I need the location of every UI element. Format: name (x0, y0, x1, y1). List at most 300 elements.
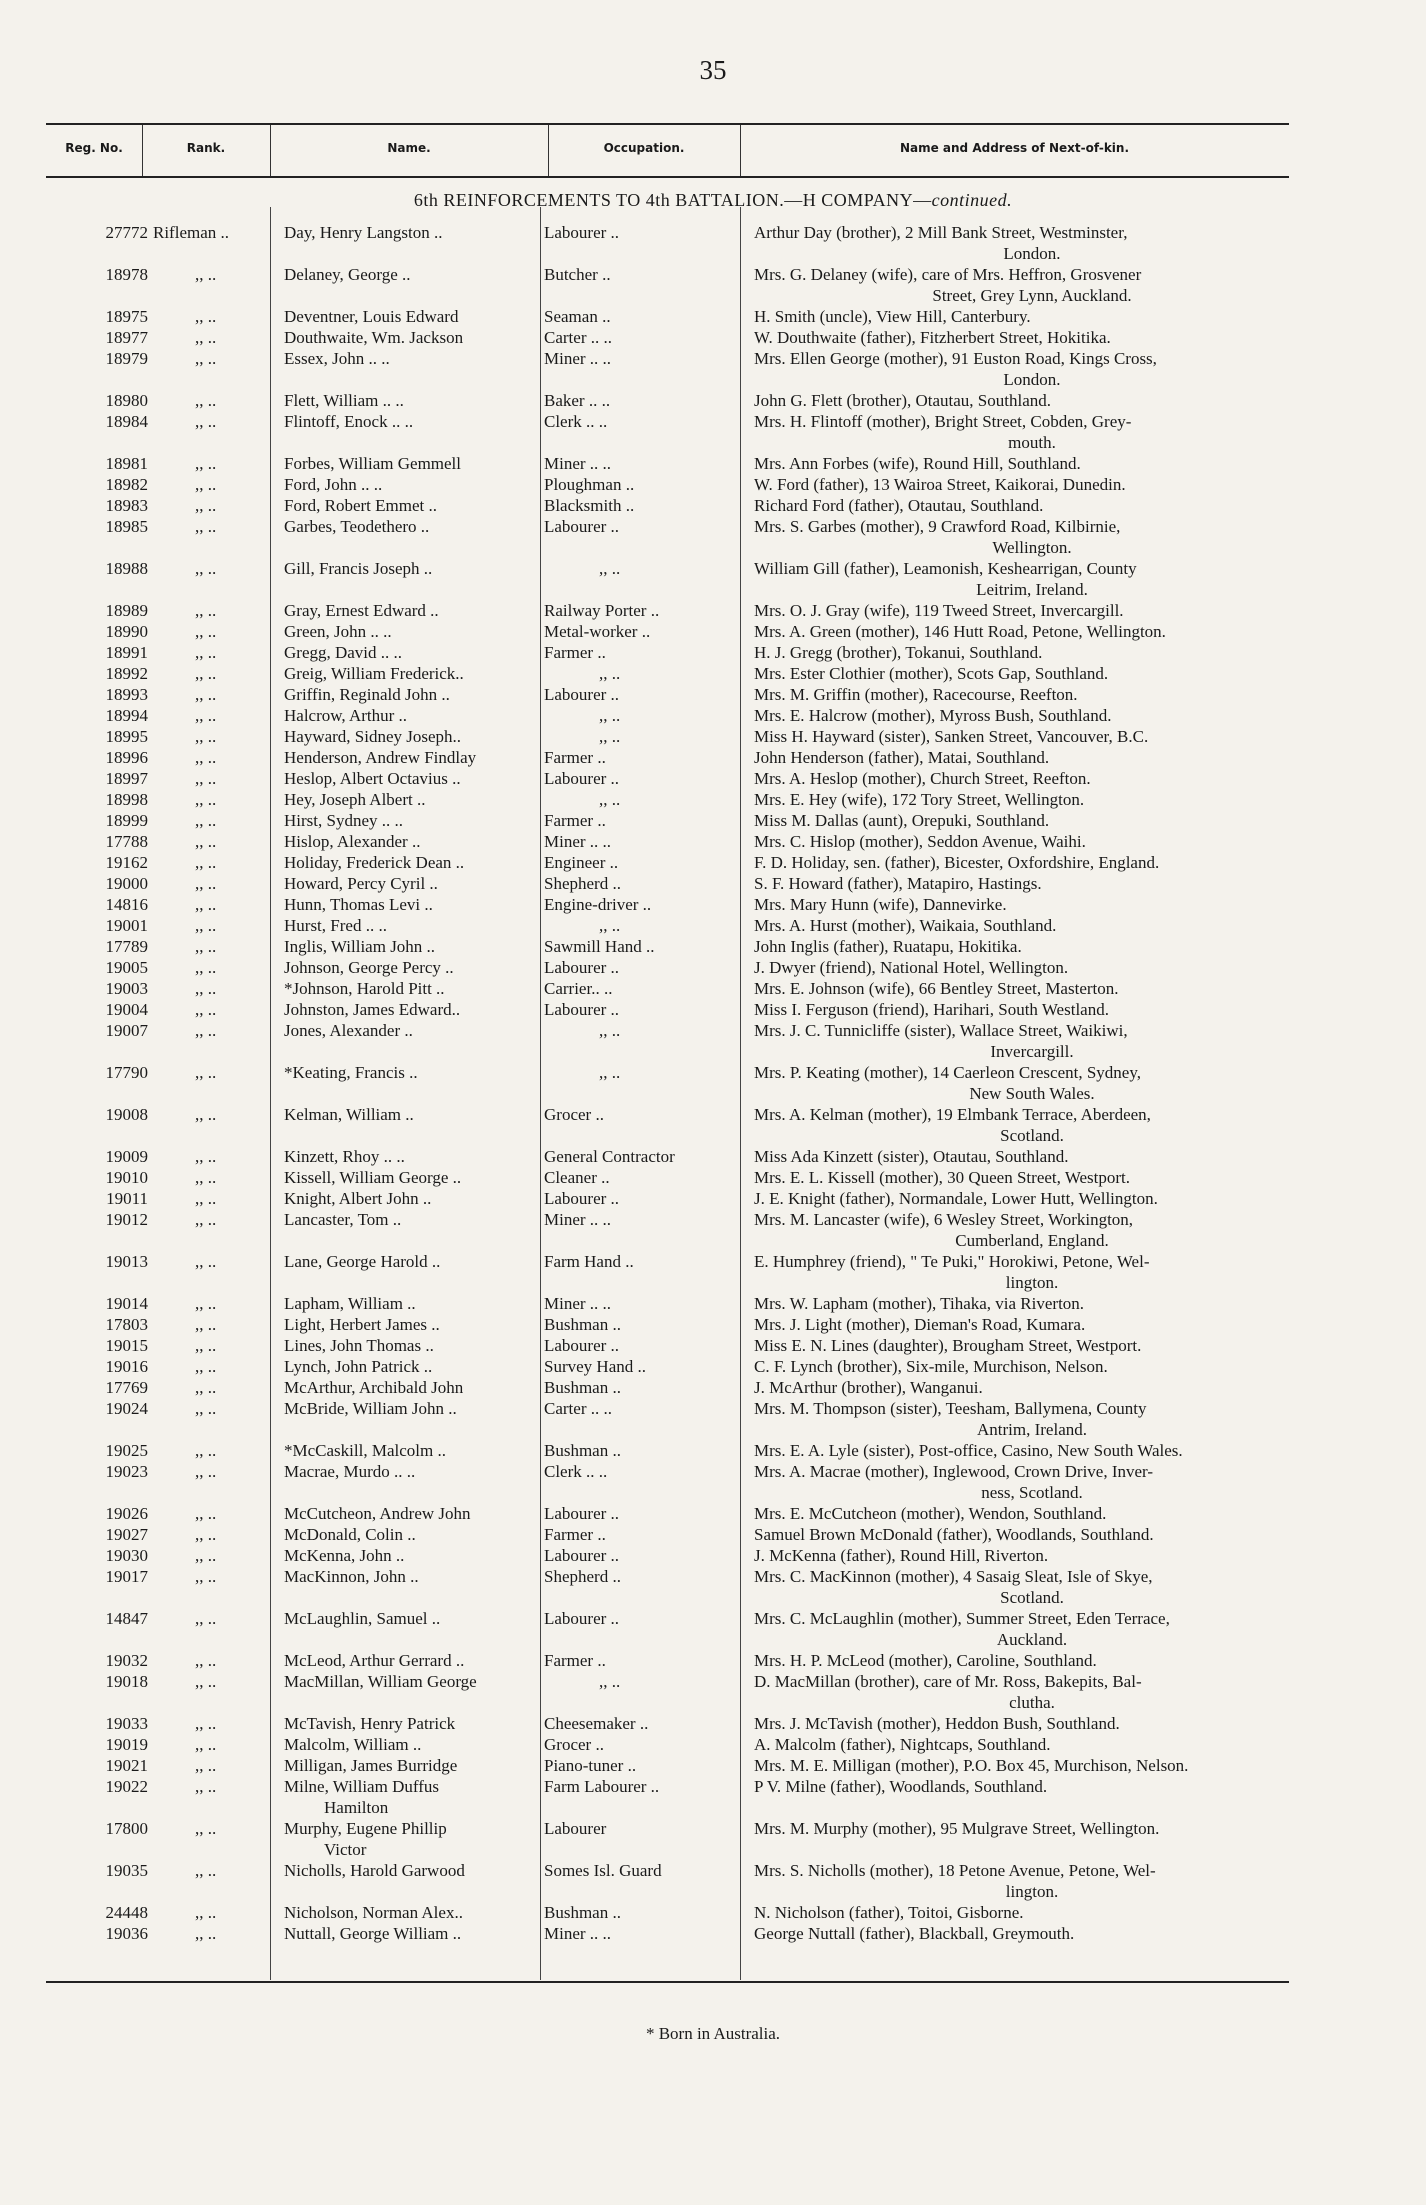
occupation-cell: Labourer .. (544, 958, 620, 977)
name-cell (284, 1608, 534, 1629)
occupation-cell: Farmer .. (544, 643, 606, 662)
next-of-kin-text-continued: ness, Scotland. (981, 1483, 1083, 1502)
occupation-cell: Farm Hand .. (544, 1252, 634, 1271)
reg-no-cell: 18991 (105, 643, 148, 662)
next-of-kin-cell (754, 852, 1310, 873)
next-of-kin-cell (754, 558, 1310, 600)
next-of-kin-text: C. F. Lynch (brother), Six-mile, Murchison, Nelson. (754, 1357, 1108, 1376)
next-of-kin-cell (754, 1503, 1310, 1524)
name-text: McLeod, Arthur Gerrard .. (284, 1651, 465, 1670)
rank-cell: ,, .. (195, 916, 217, 935)
reg-no-cell: 18977 (105, 328, 148, 347)
rank-cell: ,, .. (195, 1000, 217, 1019)
next-of-kin-text: Mrs. A. Hurst (mother), Waikaia, Southland. (754, 916, 1057, 935)
reg-no-cell: 19015 (105, 1336, 148, 1355)
next-of-kin-text: Mrs. J. Light (mother), Dieman's Road, Kumara. (754, 1315, 1086, 1334)
reg-no-cell: 19009 (105, 1147, 148, 1166)
rank-cell: ,, .. (195, 1378, 217, 1397)
rank-cell: ,, .. (195, 1567, 217, 1586)
reg-no-cell: 18990 (105, 622, 148, 641)
rank-cell: ,, .. (195, 979, 217, 998)
rank-cell: ,, .. (195, 1105, 217, 1124)
reg-no-cell: 19023 (105, 1462, 148, 1481)
rank-cell: ,, .. (195, 664, 217, 683)
occupation-cell: Cleaner .. (544, 1168, 610, 1187)
reg-no-cell: 17800 (105, 1819, 148, 1838)
next-of-kin-cell (754, 1209, 1310, 1251)
name-text: Day, Henry Langston .. (284, 223, 443, 242)
name-cell (284, 852, 534, 873)
reg-no-cell: 19030 (105, 1546, 148, 1565)
occupation-cell: Bushman .. (544, 1378, 621, 1397)
next-of-kin-text: Mrs. Ann Forbes (wife), Round Hill, Southland. (754, 454, 1081, 473)
next-of-kin-text: H. Smith (uncle), View Hill, Canterbury. (754, 307, 1031, 326)
name-cell (284, 1818, 534, 1860)
next-of-kin-cell (754, 1377, 1310, 1398)
next-of-kin-cell (754, 1335, 1310, 1356)
occupation-cell: Miner .. .. (544, 454, 612, 473)
next-of-kin-cell (754, 264, 1310, 306)
next-of-kin-text: Mrs. C. Hislop (mother), Seddon Avenue, Waihi. (754, 832, 1086, 851)
next-of-kin-text: J. McArthur (brother), Wanganui. (754, 1378, 983, 1397)
reg-no-cell: 19010 (105, 1168, 148, 1187)
name-text: Johnston, James Edward.. (284, 1000, 461, 1019)
rank-cell: ,, .. (195, 559, 217, 578)
name-cell (284, 831, 534, 852)
next-of-kin-text: Mrs. E. Hey (wife), 172 Tory Street, Wellington. (754, 790, 1085, 809)
next-of-kin-text: J. Dwyer (friend), National Hotel, Wellington. (754, 958, 1069, 977)
next-of-kin-text: Mrs. G. Delaney (wife), care of Mrs. Heffron, Grosvener (754, 265, 1142, 284)
next-of-kin-text: John Inglis (father), Ruatapu, Hokitika. (754, 937, 1022, 956)
column-divider (540, 207, 541, 1980)
next-of-kin-cell (754, 873, 1310, 894)
name-text: Forbes, William Gemmell (284, 454, 462, 473)
reg-no-cell: 18989 (105, 601, 148, 620)
next-of-kin-text-continued: mouth. (1008, 433, 1056, 452)
name-cell (284, 768, 534, 789)
next-of-kin-cell (754, 1293, 1310, 1314)
occupation-cell: Carter .. .. (544, 1399, 612, 1418)
next-of-kin-text: Miss E. N. Lines (daughter), Brougham Street, Westport. (754, 1336, 1142, 1355)
name-cell (284, 1860, 534, 1881)
next-of-kin-text: John Henderson (father), Matai, Southland. (754, 748, 1050, 767)
next-of-kin-text: F. D. Holiday, sen. (father), Bicester, Oxfordshire, England. (754, 853, 1160, 872)
next-of-kin-cell (754, 978, 1310, 999)
name-cell (284, 453, 534, 474)
name-text: Hirst, Sydney .. .. (284, 811, 403, 830)
rank-cell: ,, .. (195, 1210, 217, 1229)
rank-cell: ,, .. (195, 1294, 217, 1313)
next-of-kin-text-continued: Cumberland, England. (955, 1231, 1109, 1250)
rank-cell: ,, .. (195, 1504, 217, 1523)
header-reg-no: Reg. No. (65, 141, 123, 155)
occupation-cell: Labourer .. (544, 1000, 620, 1019)
name-text: Kinzett, Rhoy .. .. (284, 1147, 405, 1166)
reg-no-cell: 19003 (105, 979, 148, 998)
rank-cell: ,, .. (195, 391, 217, 410)
next-of-kin-cell (754, 684, 1310, 705)
name-cell (284, 1503, 534, 1524)
name-text: Gray, Ernest Edward .. (284, 601, 439, 620)
reg-no-cell: 19017 (105, 1567, 148, 1586)
header-next-of-kin: Name and Address of Next-of-kin. (899, 141, 1130, 155)
next-of-kin-cell (754, 1734, 1310, 1755)
next-of-kin-text: P V. Milne (father), Woodlands, Southland. (754, 1777, 1048, 1796)
occupation-cell: Labourer .. (544, 1546, 620, 1565)
occupation-cell: Miner .. .. (544, 1294, 612, 1313)
name-text: Holiday, Frederick Dean .. (284, 853, 465, 872)
reg-no-cell: 19018 (105, 1672, 148, 1691)
next-of-kin-text: Miss H. Hayward (sister), Sanken Street, Vancouver, B.C. (754, 727, 1149, 746)
occupation-cell: Engineer .. (544, 853, 619, 872)
occupation-cell: ,, .. (599, 559, 621, 578)
next-of-kin-cell (754, 1104, 1310, 1146)
bottom-rule (46, 1981, 1289, 1983)
occupation-cell: ,, .. (599, 1021, 621, 1040)
occupation-cell: Piano-tuner .. (544, 1756, 637, 1775)
reg-no-cell: 19032 (105, 1651, 148, 1670)
next-of-kin-cell (754, 1713, 1310, 1734)
reg-no-cell: 19021 (105, 1756, 148, 1775)
rank-cell: ,, .. (195, 1399, 217, 1418)
name-text: Hunn, Thomas Levi .. (284, 895, 433, 914)
next-of-kin-cell (754, 1461, 1310, 1503)
occupation-cell: Labourer .. (544, 223, 620, 242)
next-of-kin-text: Mrs. H. Flintoff (mother), Bright Street, Cobden, Grey- (754, 412, 1132, 431)
name-cell (284, 1440, 534, 1461)
reg-no-cell: 19162 (105, 853, 148, 872)
occupation-cell: Labourer .. (544, 769, 620, 788)
next-of-kin-text: Mrs. E. McCutcheon (mother), Wendon, Southland. (754, 1504, 1107, 1523)
reg-no-cell: 17788 (105, 832, 148, 851)
name-text: Henderson, Andrew Findlay (284, 748, 477, 767)
next-of-kin-cell (754, 1146, 1310, 1167)
name-text: Knight, Albert John .. (284, 1189, 432, 1208)
next-of-kin-text: Mrs. M. Thompson (sister), Teesham, Ballymena, County (754, 1399, 1147, 1418)
name-cell (284, 327, 534, 348)
rank-cell: ,, .. (195, 1063, 217, 1082)
next-of-kin-text-continued: London. (1003, 244, 1061, 263)
name-text: Griffin, Reginald John .. (284, 685, 450, 704)
rank-cell: ,, .. (195, 265, 217, 284)
name-cell (284, 348, 534, 369)
reg-no-cell: 18994 (105, 706, 148, 725)
next-of-kin-cell (754, 1440, 1310, 1461)
rank-cell: ,, .. (195, 769, 217, 788)
next-of-kin-text: Mrs. J. C. Tunnicliffe (sister), Wallace Street, Waikiwi, (754, 1021, 1128, 1040)
occupation-cell: Shepherd .. (544, 1567, 621, 1586)
name-cell (284, 516, 534, 537)
next-of-kin-cell (754, 600, 1310, 621)
occupation-cell: Carrier.. .. (544, 979, 613, 998)
next-of-kin-text: Mrs. E. L. Kissell (mother), 30 Queen Street, Westport. (754, 1168, 1131, 1187)
name-text-continued: Victor (324, 1840, 367, 1859)
next-of-kin-text-continued: lington. (1005, 1882, 1059, 1901)
next-of-kin-text: W. Ford (father), 13 Wairoa Street, Kaikorai, Dunedin. (754, 475, 1126, 494)
reg-no-cell: 14847 (105, 1609, 148, 1628)
occupation-cell: Sawmill Hand .. (544, 937, 655, 956)
name-text: Lapham, William .. (284, 1294, 416, 1313)
next-of-kin-text: Mrs. M. E. Milligan (mother), P.O. Box 45, Murchison, Nelson. (754, 1756, 1189, 1775)
name-text: Milligan, James Burridge (284, 1756, 458, 1775)
rank-cell: ,, .. (195, 622, 217, 641)
next-of-kin-text-continued: clutha. (1009, 1693, 1055, 1712)
occupation-cell: Farmer .. (544, 1651, 606, 1670)
next-of-kin-text: Mrs. C. MacKinnon (mother), 4 Sasaig Sleat, Isle of Skye, (754, 1567, 1153, 1586)
name-cell (284, 1776, 534, 1818)
reg-no-cell: 18998 (105, 790, 148, 809)
next-of-kin-text: Mrs. S. Garbes (mother), 9 Crawford Road, Kilbirnie, (754, 517, 1121, 536)
name-cell (284, 1167, 534, 1188)
occupation-cell: ,, .. (599, 1672, 621, 1691)
next-of-kin-text: Mrs. J. McTavish (mother), Heddon Bush, Southland. (754, 1714, 1120, 1733)
rank-cell: ,, .. (195, 1819, 217, 1838)
next-of-kin-cell (754, 453, 1310, 474)
occupation-cell: Miner .. .. (544, 349, 612, 368)
occupation-cell: Farmer .. (544, 811, 606, 830)
occupation-cell: ,, .. (599, 916, 621, 935)
name-cell (284, 810, 534, 831)
rank-cell: ,, .. (195, 1777, 217, 1796)
name-cell (284, 705, 534, 726)
name-text: Essex, John .. .. (284, 349, 390, 368)
name-text: Heslop, Albert Octavius .. (284, 769, 461, 788)
name-text: McArthur, Archibald John (284, 1378, 464, 1397)
name-text: Malcolm, William .. (284, 1735, 422, 1754)
name-cell (284, 264, 534, 285)
occupation-cell: Labourer (544, 1819, 607, 1838)
rank-cell: ,, .. (195, 1903, 217, 1922)
next-of-kin-cell (754, 1020, 1310, 1062)
name-cell (284, 1755, 534, 1776)
name-text: Jones, Alexander .. (284, 1021, 413, 1040)
name-text: Hurst, Fred .. .. (284, 916, 387, 935)
occupation-cell: Labourer .. (544, 1336, 620, 1355)
occupation-cell: Clerk .. .. (544, 1462, 608, 1481)
reg-no-cell: 19033 (105, 1714, 148, 1733)
next-of-kin-text: Mrs. E. Halcrow (mother), Myross Bush, Southland. (754, 706, 1112, 725)
name-text: McDonald, Colin .. (284, 1525, 416, 1544)
next-of-kin-text-continued: Street, Grey Lynn, Auckland. (932, 286, 1132, 305)
next-of-kin-cell (754, 1188, 1310, 1209)
rank-cell: ,, .. (195, 727, 217, 746)
rank-cell: ,, .. (195, 328, 217, 347)
rank-cell: ,, .. (195, 1609, 217, 1628)
name-text: Johnson, George Percy .. (284, 958, 454, 977)
name-cell (284, 222, 534, 243)
next-of-kin-text: John G. Flett (brother), Otautau, Southland. (754, 391, 1051, 410)
next-of-kin-cell (754, 1818, 1310, 1839)
reg-no-cell: 19036 (105, 1924, 148, 1943)
occupation-cell: Baker .. .. (544, 391, 611, 410)
occupation-cell: Farmer .. (544, 1525, 606, 1544)
name-text: Hayward, Sidney Joseph.. (284, 727, 462, 746)
name-cell (284, 999, 534, 1020)
next-of-kin-cell (754, 1923, 1310, 1944)
name-cell (284, 1923, 534, 1944)
occupation-cell: Labourer .. (544, 1504, 620, 1523)
occupation-cell: ,, .. (599, 727, 621, 746)
next-of-kin-cell (754, 936, 1310, 957)
next-of-kin-text: George Nuttall (father), Blackball, Greymouth. (754, 1924, 1075, 1943)
next-of-kin-text-continued: Leitrim, Ireland. (976, 580, 1088, 599)
next-of-kin-text-continued: Auckland. (996, 1630, 1068, 1649)
next-of-kin-cell (754, 957, 1310, 978)
occupation-cell: Somes Isl. Guard (544, 1861, 662, 1880)
name-text: Ford, Robert Emmet .. (284, 496, 437, 515)
name-cell (284, 957, 534, 978)
occupation-cell: Bushman .. (544, 1903, 621, 1922)
name-text: Lane, George Harold .. (284, 1252, 441, 1271)
rank-cell: ,, .. (195, 811, 217, 830)
name-cell (284, 642, 534, 663)
name-cell (284, 1146, 534, 1167)
reg-no-cell: 19007 (105, 1021, 148, 1040)
next-of-kin-text: Mrs. E. Johnson (wife), 66 Bentley Street, Masterton. (754, 979, 1119, 998)
rank-cell: ,, .. (195, 853, 217, 872)
name-cell (284, 747, 534, 768)
name-cell (284, 1461, 534, 1482)
name-cell (284, 1545, 534, 1566)
name-text: McTavish, Henry Patrick (284, 1714, 456, 1733)
rank-cell: ,, .. (195, 1189, 217, 1208)
next-of-kin-text: Mrs. Ellen George (mother), 91 Euston Road, Kings Cross, (754, 349, 1157, 368)
reg-no-cell: 19022 (105, 1777, 148, 1796)
name-text: Milne, William Duffus (284, 1777, 439, 1796)
occupation-cell: ,, .. (599, 1063, 621, 1082)
rank-cell: ,, .. (195, 895, 217, 914)
occupation-cell: Labourer .. (544, 685, 620, 704)
reg-no-cell: 18988 (105, 559, 148, 578)
next-of-kin-cell (754, 642, 1310, 663)
next-of-kin-cell (754, 1860, 1310, 1902)
next-of-kin-text: Mrs. Ester Clothier (mother), Scots Gap, Southland. (754, 664, 1109, 683)
footnote: * Born in Australia. (645, 2024, 781, 2043)
occupation-cell: Clerk .. .. (544, 412, 608, 431)
reg-no-cell: 19014 (105, 1294, 148, 1313)
next-of-kin-text: Miss M. Dallas (aunt), Orepuki, Southland. (754, 811, 1050, 830)
next-of-kin-text: D. MacMillan (brother), care of Mr. Ross, Bakepits, Bal- (754, 1672, 1142, 1691)
next-of-kin-text: Mrs. M. Murphy (mother), 95 Mulgrave Street, Wellington. (754, 1819, 1160, 1838)
reg-no-cell: 18981 (105, 454, 148, 473)
name-cell (284, 1209, 534, 1230)
occupation-cell: Grocer .. (544, 1735, 604, 1754)
occupation-cell: General Contractor (544, 1147, 675, 1166)
rank-cell: Rifleman .. (153, 223, 230, 242)
reg-no-cell: 19013 (105, 1252, 148, 1271)
next-of-kin-text-continued: Scotland. (1000, 1126, 1064, 1145)
occupation-cell: Metal-worker .. (544, 622, 651, 641)
reg-no-cell: 19005 (105, 958, 148, 977)
next-of-kin-cell (754, 621, 1310, 642)
name-text: Nicholls, Harold Garwood (284, 1861, 465, 1880)
name-cell (284, 1734, 534, 1755)
name-cell (284, 1713, 534, 1734)
next-of-kin-cell (754, 1167, 1310, 1188)
reg-no-cell: 19008 (105, 1105, 148, 1124)
reg-no-cell: 18975 (105, 307, 148, 326)
name-text: *Johnson, Harold Pitt .. (284, 979, 445, 998)
next-of-kin-text: W. Douthwaite (father), Fitzherbert Street, Hokitika. (754, 328, 1111, 347)
occupation-cell: Farmer .. (544, 748, 606, 767)
rank-cell: ,, .. (195, 685, 217, 704)
reg-no-cell: 19026 (105, 1504, 148, 1523)
rank-cell: ,, .. (195, 1525, 217, 1544)
rank-cell: ,, .. (195, 832, 217, 851)
next-of-kin-cell (754, 1062, 1310, 1104)
name-text: *Keating, Francis .. (284, 1063, 418, 1082)
next-of-kin-cell (754, 726, 1310, 747)
reg-no-cell: 18980 (105, 391, 148, 410)
reg-no-cell: 18982 (105, 475, 148, 494)
name-cell (284, 1377, 534, 1398)
name-cell (284, 663, 534, 684)
rank-cell: ,, .. (195, 1021, 217, 1040)
reg-no-cell: 17789 (105, 937, 148, 956)
next-of-kin-text: S. F. Howard (father), Matapiro, Hastings. (754, 874, 1042, 893)
name-text: McBride, William John .. (284, 1399, 457, 1418)
next-of-kin-cell (754, 1902, 1310, 1923)
next-of-kin-cell (754, 306, 1310, 327)
next-of-kin-cell (754, 390, 1310, 411)
reg-no-cell: 14816 (105, 895, 148, 914)
reg-no-cell: 19024 (105, 1399, 148, 1418)
header-occupation: Occupation. (603, 141, 685, 155)
occupation-cell: Miner .. .. (544, 832, 612, 851)
next-of-kin-cell (754, 327, 1310, 348)
next-of-kin-text: N. Nicholson (father), Toitoi, Gisborne. (754, 1903, 1024, 1922)
next-of-kin-cell (754, 1776, 1310, 1797)
next-of-kin-text-continued: Invercargill. (990, 1042, 1074, 1061)
occupation-cell: Railway Porter .. (544, 601, 660, 620)
name-text: MacKinnon, John .. (284, 1567, 419, 1586)
next-of-kin-cell (754, 1671, 1310, 1713)
rank-cell: ,, .. (195, 643, 217, 662)
next-of-kin-text: Arthur Day (brother), 2 Mill Bank Street, Westminster, (754, 223, 1128, 242)
occupation-cell: Grocer .. (544, 1105, 604, 1124)
name-cell (284, 915, 534, 936)
occupation-cell: Seaman .. (544, 307, 611, 326)
next-of-kin-text: J. E. Knight (father), Normandale, Lower Hutt, Wellington. (754, 1189, 1158, 1208)
next-of-kin-text: Mrs. A. Heslop (mother), Church Street, Reefton. (754, 769, 1091, 788)
reg-no-cell: 18979 (105, 349, 148, 368)
occupation-cell: Bushman .. (544, 1315, 621, 1334)
reg-no-cell: 19035 (105, 1861, 148, 1880)
reg-no-cell: 18995 (105, 727, 148, 746)
name-text: *McCaskill, Malcolm .. (284, 1441, 446, 1460)
name-cell (284, 621, 534, 642)
next-of-kin-cell (754, 474, 1310, 495)
name-text: Halcrow, Arthur .. (284, 706, 408, 725)
reg-no-cell: 19011 (106, 1189, 148, 1208)
next-of-kin-cell (754, 915, 1310, 936)
next-of-kin-cell (754, 1650, 1310, 1671)
occupation-cell: ,, .. (599, 664, 621, 683)
reg-no-cell: 18985 (105, 517, 148, 536)
next-of-kin-text: Mrs. H. P. McLeod (mother), Caroline, Southland. (754, 1651, 1097, 1670)
rank-cell: ,, .. (195, 1546, 217, 1565)
reg-no-cell: 24448 (105, 1903, 148, 1922)
reg-no-cell: 19000 (105, 874, 148, 893)
reg-no-cell: 19012 (105, 1210, 148, 1229)
next-of-kin-text: Samuel Brown McDonald (father), Woodlands, Southland. (754, 1525, 1154, 1544)
next-of-kin-cell (754, 348, 1310, 390)
next-of-kin-text: Mrs. A. Kelman (mother), 19 Elmbank Terrace, Aberdeen, (754, 1105, 1151, 1124)
section-title (0, 190, 1426, 211)
rank-cell: ,, .. (195, 1924, 217, 1943)
next-of-kin-text-continued: New South Wales. (969, 1084, 1095, 1103)
next-of-kin-text-continued: lington. (1005, 1273, 1059, 1292)
